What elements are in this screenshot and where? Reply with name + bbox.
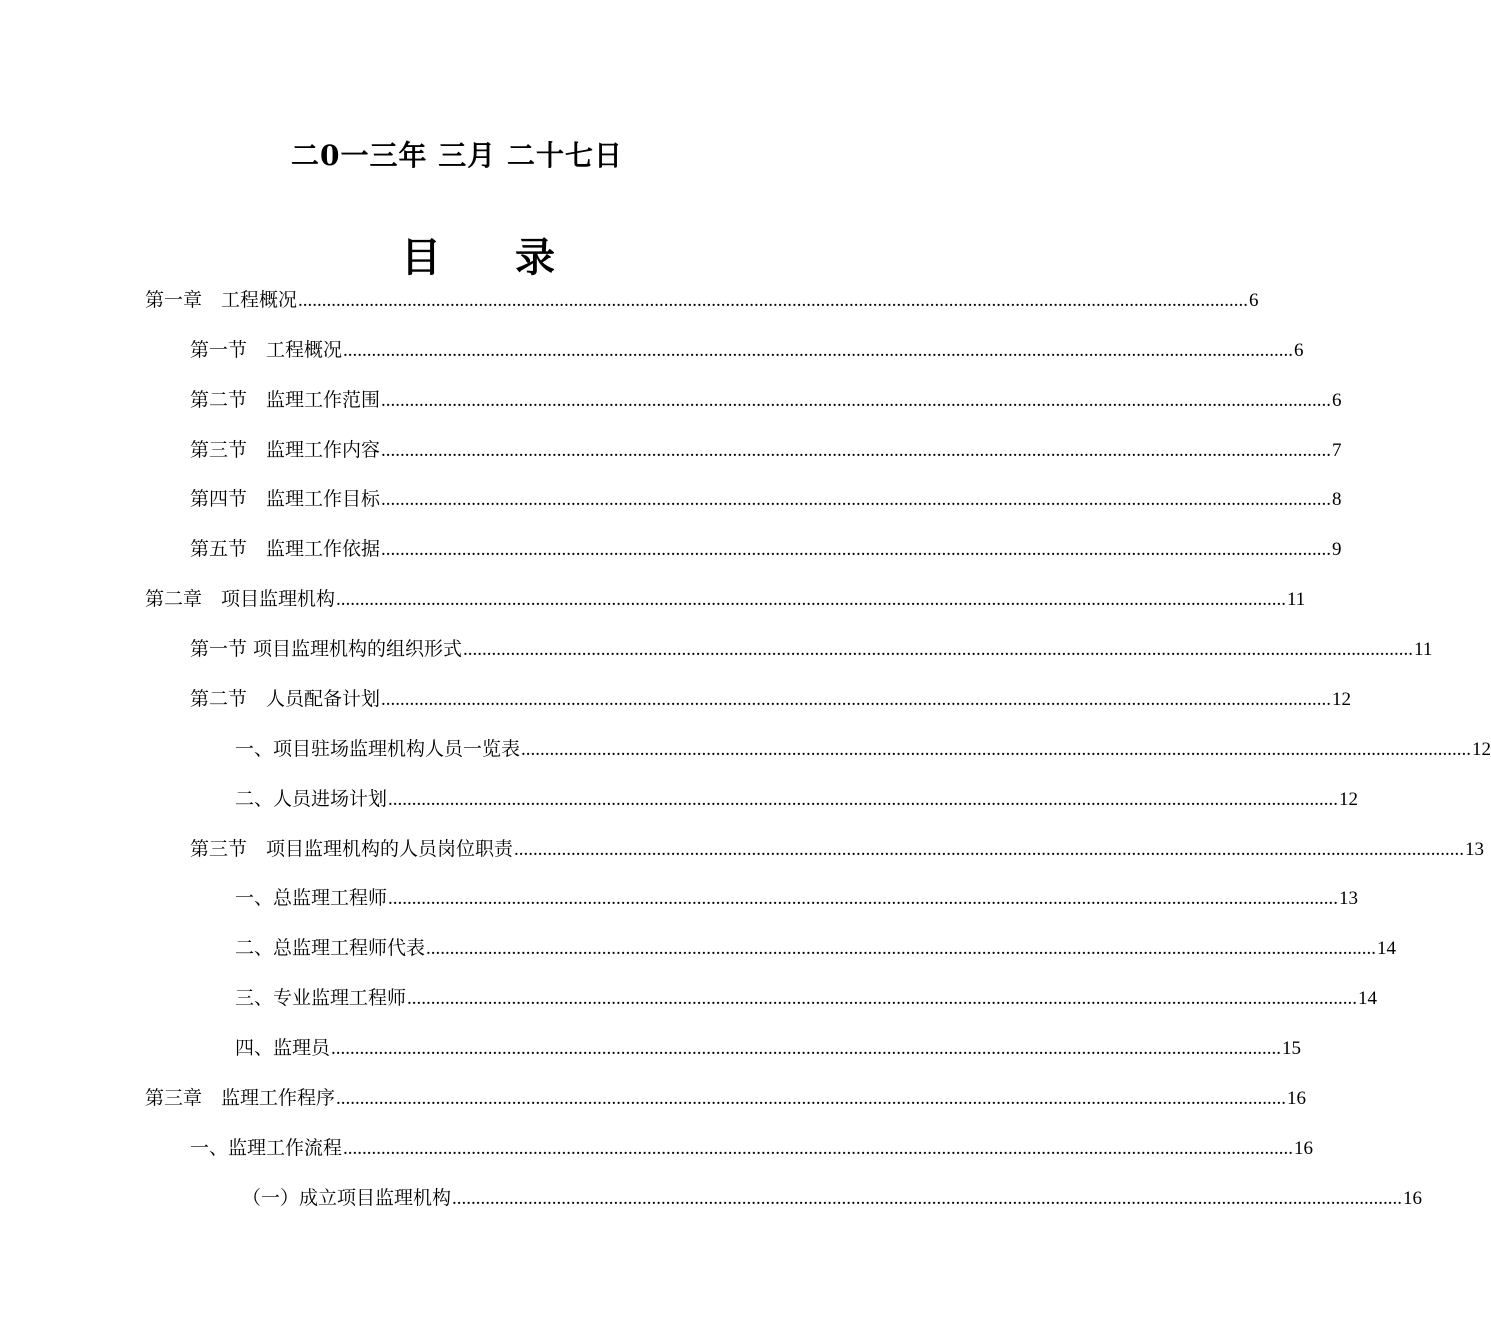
toc-leader-dots: ........................................................................................................................................................................................................ [343,1138,1294,1159]
toc-entry-label: 第三节 项目监理机构的人员岗位职责 [190,838,514,860]
toc-page-number: 12 [1332,689,1352,710]
toc-entry[interactable] [235,981,1378,1015]
toc-leader-dots: ........................................................................................................................................................................................................ [463,639,1414,660]
toc-title-char-1: 目 [401,234,441,281]
toc-entry[interactable] [190,482,1342,516]
toc-entry-label: 二、总监理工程师代表 [235,937,426,959]
toc-entry[interactable] [235,881,1359,915]
toc-leader-dots: ........................................................................................................................................................................................................ [381,689,1332,710]
toc-leader-dots: ........................................................................................................................................................................................................ [343,340,1294,361]
toc-entry[interactable] [242,1181,1423,1215]
date-line: 二0一三年 三月 二十七日 [291,139,623,172]
toc-leader-dots: ........................................................................................................................................................................................................ [407,988,1358,1009]
toc-entry-label: 一、项目驻场监理机构人员一览表 [235,738,521,760]
toc-entry-label: 第二节 人员配备计划 [190,688,381,710]
toc-page-number: 6 [1249,290,1259,311]
toc-entry[interactable] [190,532,1342,566]
toc-leader-dots: ........................................................................................................................................................................................................ [331,1038,1282,1059]
toc-entry-label: 第三章 监理工作程序 [145,1087,336,1109]
toc-entry-label: （一）成立项目监理机构 [242,1187,452,1209]
toc-entry-label: 三、专业监理工程师 [235,987,407,1009]
toc-leader-dots: ........................................................................................................................................................................................................ [336,1088,1287,1109]
toc-page-number: 13 [1339,888,1359,909]
toc-page-number: 11 [1414,639,1433,660]
toc-leader-dots: ........................................................................................................................................................................................................ [298,290,1249,311]
toc-entry[interactable] [145,582,1306,616]
toc-entry[interactable] [190,383,1342,417]
toc-entry[interactable] [235,931,1397,965]
toc-leader-dots: ........................................................................................................................................................................................................ [381,539,1332,560]
toc-page-number: 12 [1472,739,1491,760]
toc-entry-label: 二、人员进场计划 [235,788,388,810]
toc-entry[interactable] [190,682,1352,716]
toc-entry-label: 第一节 工程概况 [190,339,343,361]
toc-entry-label: 第一章 工程概况 [145,289,298,311]
toc-entry-label: 第二节 监理工作范围 [190,389,381,411]
toc-entry-label: 第二章 项目监理机构 [145,588,336,610]
toc-page-number: 16 [1287,1088,1307,1109]
toc-page-number: 6 [1332,390,1342,411]
toc-entry-label: 第一节 项目监理机构的组织形式 [190,638,463,660]
toc-entry-label: 第五节 监理工作依据 [190,538,381,560]
toc-leader-dots: ........................................................................................................................................................................................................ [381,489,1332,510]
toc-entry[interactable] [190,433,1342,467]
toc-page-number: 9 [1332,539,1342,560]
toc-entry[interactable] [145,1081,1307,1115]
toc-entry[interactable] [145,283,1259,317]
toc-leader-dots: ........................................................................................................................................................................................................ [388,888,1339,909]
toc-entry-label: 一、总监理工程师 [235,887,388,909]
toc-entry[interactable] [190,632,1433,666]
toc-entry[interactable] [235,732,1491,766]
toc-leader-dots: ........................................................................................................................................................................................................ [381,390,1332,411]
toc-entry-label: 四、监理员 [235,1037,331,1059]
toc-page-number: 13 [1465,839,1485,860]
toc-entry[interactable] [235,1031,1302,1065]
toc-leader-dots: ........................................................................................................................................................................................................ [336,589,1287,610]
toc-entry-label: 第四节 监理工作目标 [190,488,381,510]
toc-entry-label: 第三节 监理工作内容 [190,439,381,461]
toc-leader-dots: ........................................................................................................................................................................................................ [426,938,1377,959]
toc-title-char-2: 录 [515,234,555,281]
toc-entry[interactable] [235,782,1359,816]
toc-leader-dots: ........................................................................................................................................................................................................ [521,739,1472,760]
toc-leader-dots: ........................................................................................................................................................................................................ [452,1188,1403,1209]
toc-entry[interactable] [190,832,1485,866]
toc-entry[interactable] [190,333,1304,367]
toc-leader-dots: ........................................................................................................................................................................................................ [514,839,1465,860]
toc-leader-dots: ........................................................................................................................................................................................................ [381,440,1332,461]
toc-entry[interactable] [190,1131,1314,1165]
toc-page-number: 7 [1332,440,1342,461]
toc-page-number: 16 [1294,1138,1314,1159]
toc-page-number: 15 [1282,1038,1302,1059]
toc-page-number: 12 [1339,789,1359,810]
toc-leader-dots: ........................................................................................................................................................................................................ [388,789,1339,810]
toc-page-number: 14 [1377,938,1397,959]
toc-entry-label: 一、监理工作流程 [190,1137,343,1159]
toc-title [0,226,956,283]
toc-page-number: 8 [1332,489,1342,510]
toc-page-number: 11 [1287,589,1306,610]
toc-page-number: 16 [1403,1188,1423,1209]
toc-page-number: 6 [1294,340,1304,361]
toc-page-number: 14 [1358,988,1378,1009]
